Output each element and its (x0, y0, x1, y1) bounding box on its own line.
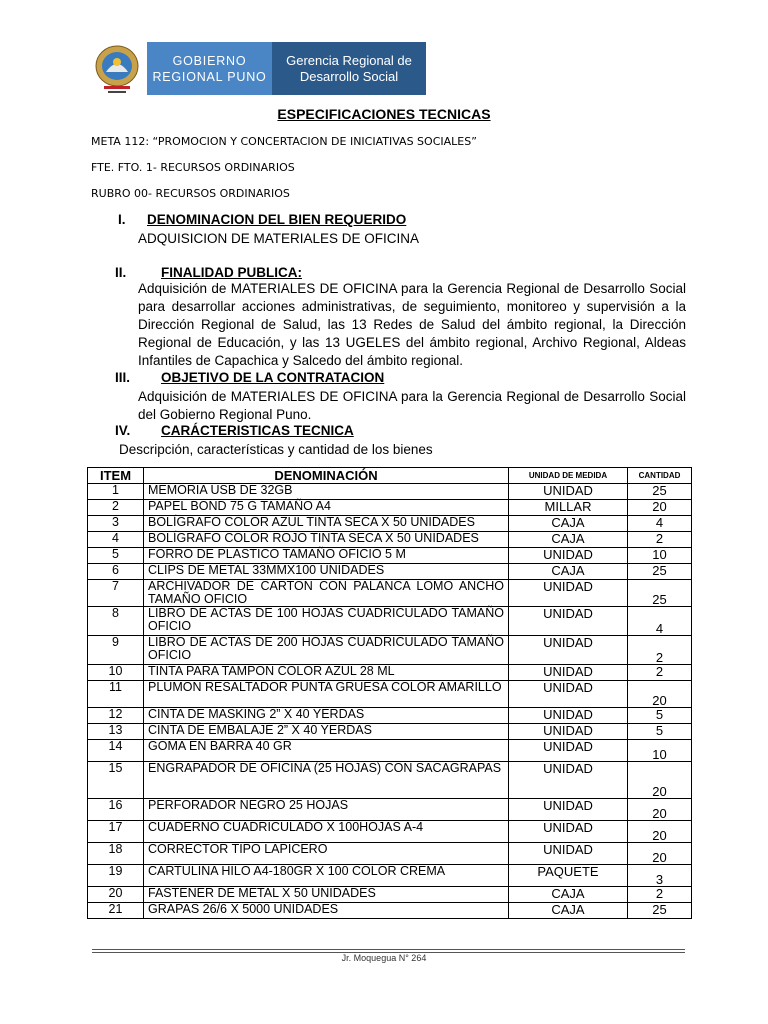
cell-item: 20 (88, 887, 144, 903)
cell-denominacion: ENGRAPADOR DE OFICINA (25 HOJAS) CON SACAGRAPAS (144, 762, 509, 799)
banner-gobierno-line2: REGIONAL PUNO (152, 69, 267, 84)
cell-denominacion: FASTENER DE METAL X 50 UNIDADES (144, 887, 509, 903)
cell-denominacion: ARCHIVADOR DE CARTON CON PALANCA LOMO ANCHO TAMAÑO OFICIO (144, 580, 509, 607)
cell-quantity: 25 (628, 903, 692, 919)
header-cantidad: CANTIDAD (628, 468, 692, 484)
banner-gerencia-line2: Desarrollo Social (299, 68, 399, 84)
cell-item: 2 (88, 500, 144, 516)
footer-rule-top (92, 949, 685, 950)
cell-item: 14 (88, 740, 144, 762)
cell-unit: UNIDAD (509, 636, 628, 665)
table-row (88, 681, 692, 708)
cell-unit: UNIDAD (509, 762, 628, 799)
cell-item: 9 (88, 636, 144, 665)
cell-unit: UNIDAD (509, 681, 628, 708)
table-row (88, 607, 692, 636)
cell-unit: UNIDAD (509, 607, 628, 636)
cell-quantity: 5 (628, 708, 692, 724)
cell-denominacion: CLIPS DE METAL 33MMX100 UNIDADES (144, 564, 509, 580)
cell-quantity: 25 (628, 484, 692, 500)
cell-denominacion: CINTA DE MASKING 2” X 40 YERDAS (144, 708, 509, 724)
document-title: ESPECIFICACIONES TECNICAS (277, 106, 491, 122)
section-3-number: III. (115, 370, 131, 385)
items-table (87, 467, 692, 919)
cell-quantity: 5 (628, 724, 692, 740)
cell-denominacion: TINTA PARA TAMPON COLOR AZUL 28 ML (144, 665, 509, 681)
cell-item: 15 (88, 762, 144, 799)
cell-unit: CAJA (509, 516, 628, 532)
section-1-number: I. (118, 212, 126, 227)
rubro-line: RUBRO 00- RECURSOS ORDINARIOS (91, 187, 290, 200)
cell-quantity: 20 (628, 821, 692, 843)
table-row (88, 532, 692, 548)
cell-quantity: 20 (628, 799, 692, 821)
section-4-body: Descripción, características y cantidad de los bienes (119, 442, 433, 457)
banner-gerencia-line1: Gerencia Regional de (286, 52, 412, 68)
table-row (88, 843, 692, 865)
table-row (88, 665, 692, 681)
cell-unit: UNIDAD (509, 799, 628, 821)
cell-item: 7 (88, 580, 144, 607)
table-row (88, 821, 692, 843)
cell-denominacion: PERFORADOR NEGRO 25 HOJAS (144, 799, 509, 821)
regional-crest-logo (88, 42, 146, 96)
cell-unit: UNIDAD (509, 484, 628, 500)
cell-unit: UNIDAD (509, 740, 628, 762)
cell-item: 8 (88, 607, 144, 636)
cell-unit: UNIDAD (509, 665, 628, 681)
cell-unit: UNIDAD (509, 548, 628, 564)
cell-item: 11 (88, 681, 144, 708)
cell-quantity: 20 (628, 762, 692, 799)
cell-unit: CAJA (509, 564, 628, 580)
cell-denominacion: MEMORIA USB DE 32GB (144, 484, 509, 500)
cell-unit: PAQUETE (509, 865, 628, 887)
cell-unit: CAJA (509, 532, 628, 548)
cell-denominacion: BOLÍGRAFO COLOR AZUL TINTA SECA X 50 UNIDADES (144, 516, 509, 532)
cell-unit: UNIDAD (509, 724, 628, 740)
cell-item: 12 (88, 708, 144, 724)
table-header-row (88, 468, 692, 484)
table-row (88, 548, 692, 564)
cell-quantity: 25 (628, 580, 692, 607)
cell-unit: UNIDAD (509, 708, 628, 724)
cell-denominacion: FORRO DE PLASTICO TAMAÑO OFICIO 5 M (144, 548, 509, 564)
institution-banner (147, 42, 426, 95)
cell-item: 16 (88, 799, 144, 821)
cell-quantity: 3 (628, 865, 692, 887)
table-row (88, 865, 692, 887)
cell-item: 18 (88, 843, 144, 865)
header-unidad: UNIDAD DE MEDIDA (509, 468, 628, 484)
section-4-label: CARÁCTERISTICAS TECNICA (161, 423, 354, 438)
section-3-label: OBJETIVO DE LA CONTRATACION (161, 370, 385, 385)
cell-item: 6 (88, 564, 144, 580)
cell-unit: CAJA (509, 887, 628, 903)
header-item: ITEM (88, 468, 144, 484)
section-1-body: ADQUISICION DE MATERIALES DE OFICINA (138, 231, 420, 246)
cell-item: 19 (88, 865, 144, 887)
cell-unit: UNIDAD (509, 821, 628, 843)
cell-item: 17 (88, 821, 144, 843)
section-2-body: Adquisición de MATERIALES DE OFICINA para la Gerencia Regional de Desarrollo Social para desarrollar acciones administrativas, de seguimiento, monitoreo y supervisión a la Dirección Regional de Salud, las 13 Redes de Salud del ámbito regional, la Dirección Regional de Educación, y las 13 UGELES del ámbito regional, Archivo Regional, Aldeas Infantiles de Capachica y Salcedo del ámbito regional. (138, 281, 686, 368)
cell-item: 1 (88, 484, 144, 500)
cell-unit: UNIDAD (509, 580, 628, 607)
cell-quantity: 4 (628, 516, 692, 532)
table-row (88, 580, 692, 607)
banner-gobierno-line1: GOBIERNO (172, 53, 247, 68)
cell-quantity: 4 (628, 607, 692, 636)
cell-unit: MILLAR (509, 500, 628, 516)
cell-quantity: 20 (628, 843, 692, 865)
cell-quantity: 2 (628, 636, 692, 665)
cell-quantity: 2 (628, 665, 692, 681)
cell-item: 3 (88, 516, 144, 532)
section-4-number: IV. (115, 423, 131, 438)
section-2-number: II. (115, 265, 127, 280)
section-3-body: Adquisición de MATERIALES DE OFICINA para la Gerencia Regional de Desarrollo Social del Gobierno Regional Puno. (138, 389, 686, 422)
table-row (88, 564, 692, 580)
table-row (88, 708, 692, 724)
cell-item: 5 (88, 548, 144, 564)
table-row (88, 903, 692, 919)
cell-denominacion: CORRECTOR TIPO LAPICERO (144, 843, 509, 865)
cell-denominacion: GOMA EN BARRA 40 GR (144, 740, 509, 762)
cell-unit: UNIDAD (509, 843, 628, 865)
section-2-label: FINALIDAD PUBLICA: (161, 265, 302, 280)
cell-quantity: 20 (628, 500, 692, 516)
cell-denominacion: GRAPAS 26/6 X 5000 UNIDADES (144, 903, 509, 919)
table-row (88, 484, 692, 500)
section-1-label: DENOMINACION DEL BIEN REQUERIDO (147, 212, 407, 227)
table-row (88, 516, 692, 532)
cell-quantity: 2 (628, 532, 692, 548)
cell-unit: CAJA (509, 903, 628, 919)
table-row (88, 740, 692, 762)
table-row (88, 799, 692, 821)
cell-item: 13 (88, 724, 144, 740)
cell-item: 4 (88, 532, 144, 548)
cell-denominacion: BOLÍGRAFO COLOR ROJO TINTA SECA X 50 UNIDADES (144, 532, 509, 548)
cell-denominacion: CUADERNO CUADRICULADO X 100HOJAS A-4 (144, 821, 509, 843)
cell-quantity: 10 (628, 740, 692, 762)
cell-quantity: 25 (628, 564, 692, 580)
cell-quantity: 10 (628, 548, 692, 564)
table-row (88, 724, 692, 740)
cell-item: 10 (88, 665, 144, 681)
meta-line: META 112: “PROMOCION Y CONCERTACION DE INICIATIVAS SOCIALES” (91, 135, 477, 148)
banner-gerencia-block (272, 42, 426, 95)
footer-address: Jr. Moquegua N° 264 (341, 953, 427, 963)
cell-denominacion: CARTULINA HILO A4-180GR X 100 COLOR CREMA (144, 865, 509, 887)
cell-quantity: 20 (628, 681, 692, 708)
cell-denominacion: PAPEL BOND 75 G TAMAÑO A4 (144, 500, 509, 516)
cell-denominacion: LIBRO DE ACTAS DE 100 HOJAS CUADRICULADO TAMAÑO OFICIO (144, 607, 509, 636)
table-row (88, 500, 692, 516)
header-denominacion: DENOMINACIÓN (144, 468, 509, 484)
banner-gobierno-block (147, 42, 272, 95)
cell-denominacion: PLUMON RESALTADOR PUNTA GRUESA COLOR AMARILLO (144, 681, 509, 708)
cell-denominacion: LIBRO DE ACTAS DE 200 HOJAS CUADRICULADO TAMAÑO OFICIO (144, 636, 509, 665)
cell-denominacion: CINTA DE EMBALAJE 2” X 40 YERDAS (144, 724, 509, 740)
cell-quantity: 2 (628, 887, 692, 903)
funding-source-line: FTE. FTO. 1- RECURSOS ORDINARIOS (91, 161, 295, 174)
cell-item: 21 (88, 903, 144, 919)
table-row (88, 762, 692, 799)
table-row (88, 636, 692, 665)
table-row (88, 887, 692, 903)
